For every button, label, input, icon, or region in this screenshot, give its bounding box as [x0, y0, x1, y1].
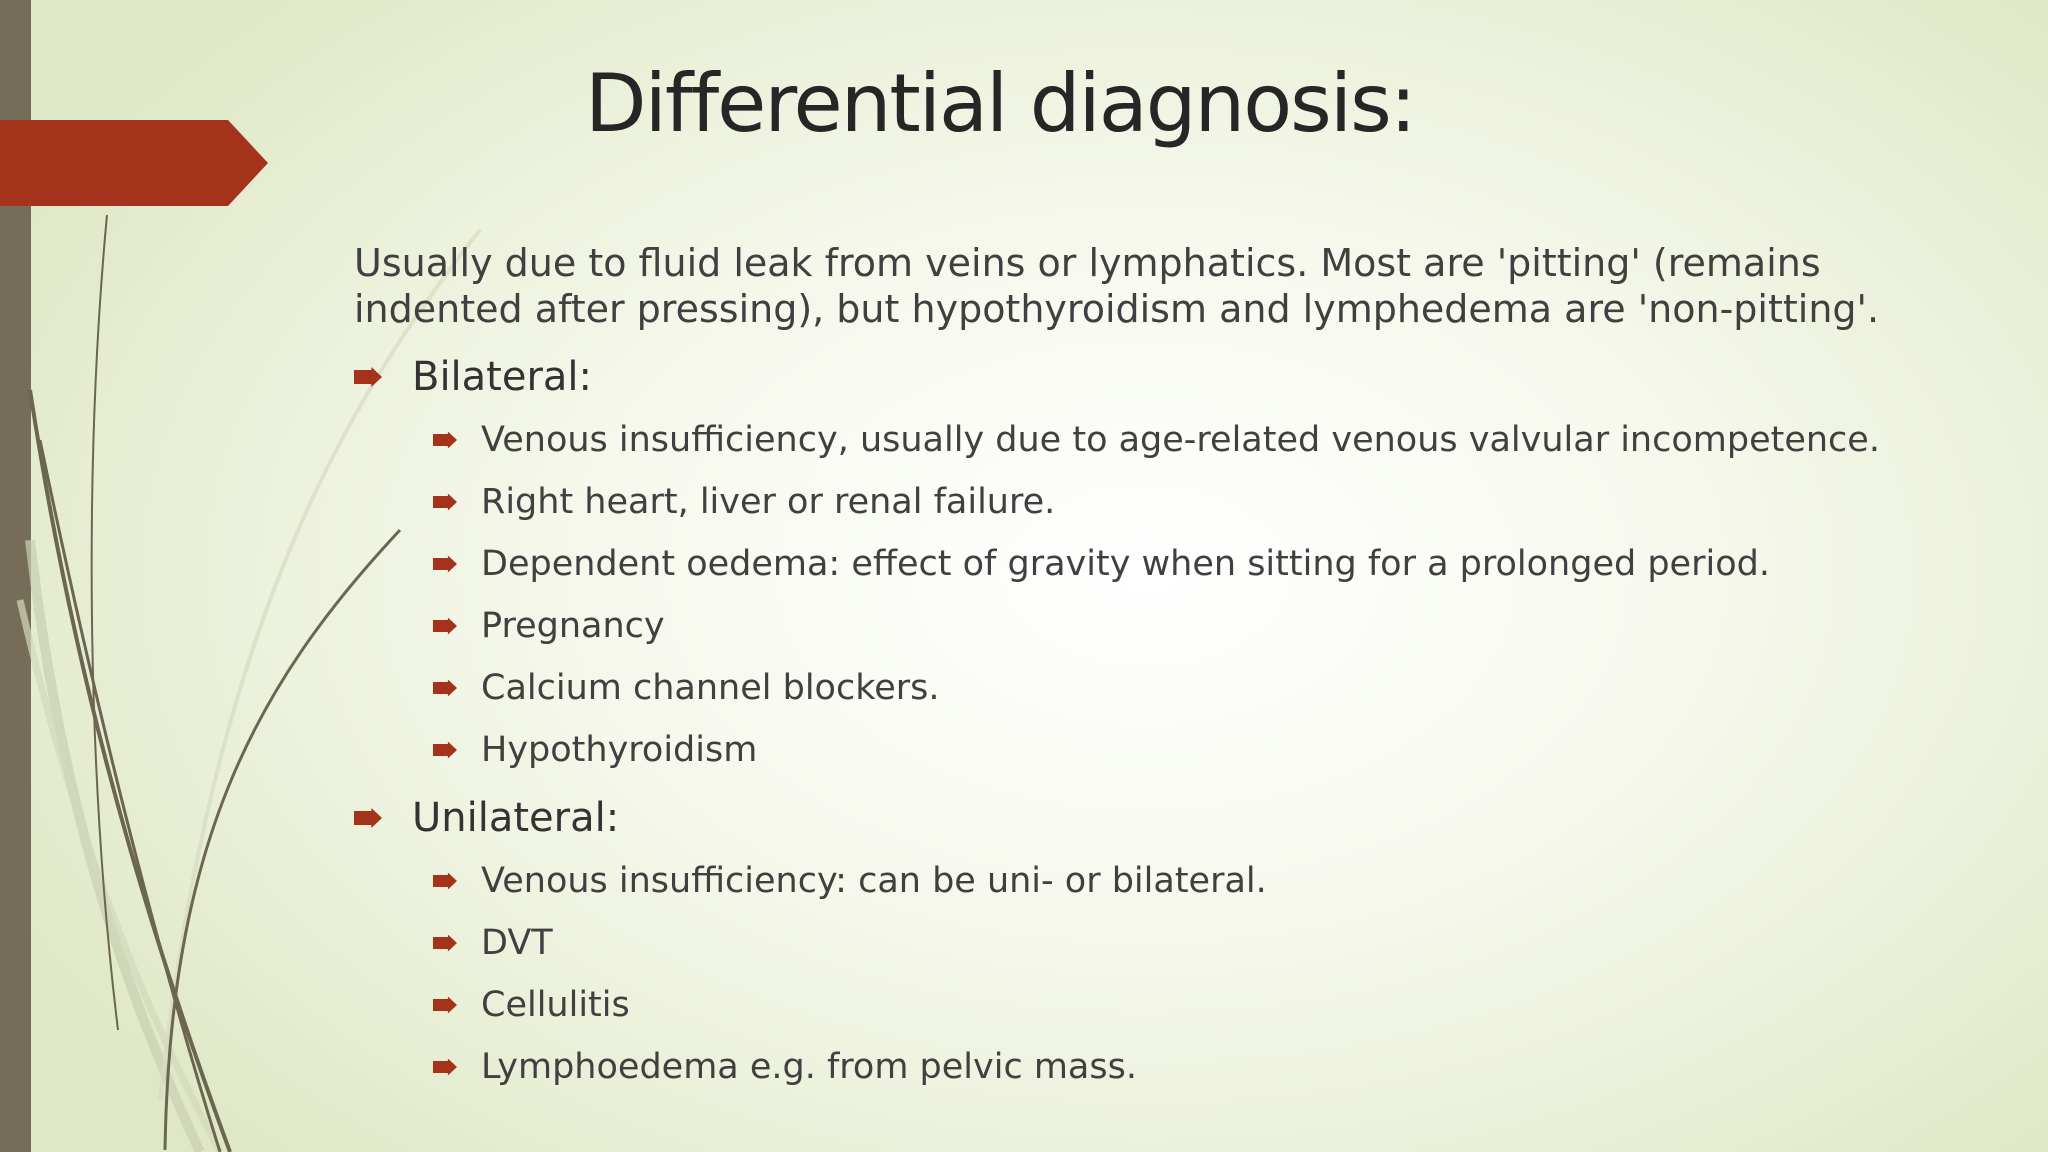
arrow-bullet-icon [433, 742, 457, 759]
list-item [433, 861, 1267, 901]
arrow-bullet-icon [354, 367, 382, 387]
list-item [433, 482, 1055, 522]
arrow-bullet-icon [433, 494, 457, 511]
arrow-bullet-icon [433, 618, 457, 635]
red-arrow-shape [0, 120, 270, 206]
list-item [433, 730, 757, 770]
section-heading-label: Unilateral: [412, 795, 620, 841]
arrow-bullet-icon [354, 808, 382, 828]
arrow-bullet-icon [433, 556, 457, 573]
arrow-bullet-icon [433, 432, 457, 449]
list-item-text: Calcium channel blockers. [481, 668, 940, 708]
list-item-text: Pregnancy [481, 606, 665, 646]
arrow-bullet-icon [433, 997, 457, 1014]
list-item-text: Hypothyroidism [481, 730, 758, 770]
list-item-text: Cellulitis [481, 985, 630, 1025]
section-heading-bilateral [354, 354, 592, 400]
list-item-text: Lymphoedema e.g. from pelvic mass. [481, 1047, 1137, 1087]
list-item [433, 420, 1880, 460]
list-item-text: DVT [481, 923, 553, 963]
list-item [433, 668, 940, 708]
list-item [433, 1047, 1137, 1087]
list-item [433, 606, 665, 646]
slide-title: Differential diagnosis: [585, 57, 1415, 150]
arrow-bullet-icon [433, 1059, 457, 1076]
arrow-bullet-icon [433, 935, 457, 952]
section-heading-unilateral [354, 795, 619, 841]
arrow-bullet-icon [433, 680, 457, 697]
arrow-bullet-icon [433, 873, 457, 890]
intro-paragraph: Usually due to fluid leak from veins or lymphatics. Most are 'pitting' (remains indented after pressing), but hypothyroidism and lymphedema are 'non-pitting'. [354, 241, 1880, 331]
list-item-text: Venous insufficiency, usually due to age-related venous valvular incompetence. [481, 420, 1880, 460]
list-item-text: Venous insufficiency: can be uni- or bilateral. [481, 861, 1267, 901]
list-item-text: Right heart, liver or renal failure. [481, 482, 1056, 522]
list-item [433, 544, 1770, 584]
list-item-text: Dependent oedema: effect of gravity when sitting for a prolonged period. [481, 544, 1770, 584]
list-item [433, 923, 553, 963]
section-heading-label: Bilateral: [412, 354, 593, 400]
list-item [433, 985, 630, 1025]
